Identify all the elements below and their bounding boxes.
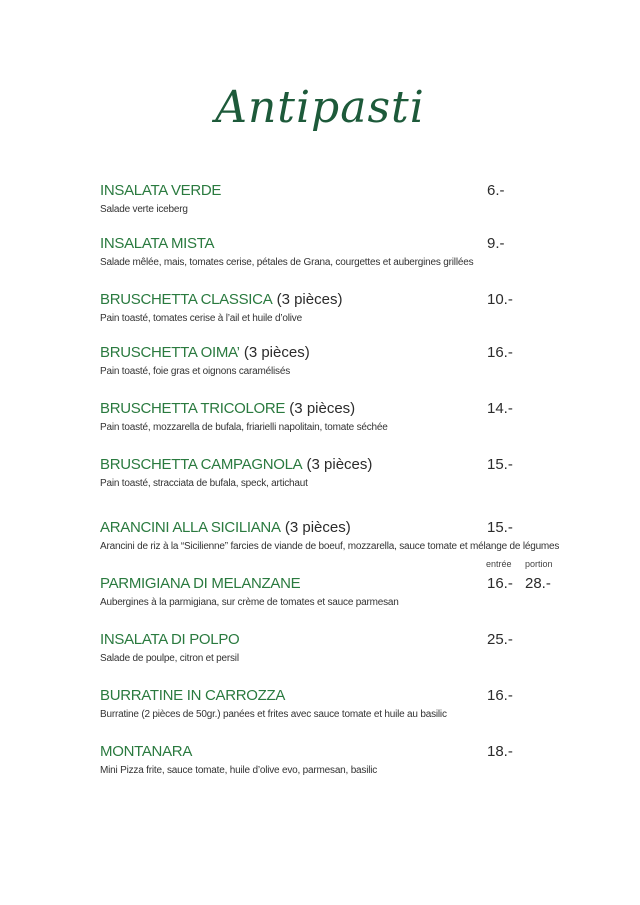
menu-item-description: Salade mêlée, mais, tomates cerise, pétales de Grana, courgettes et aubergines grillées bbox=[100, 257, 474, 268]
menu-item bbox=[100, 630, 570, 666]
menu-item-description: Arancini de riz à la “Sicilienne” farcies de viande de boeuf, mozzarella, sauce tomate et mélange de légumes bbox=[100, 541, 560, 552]
menu-item-description: Burratine (2 pièces de 50gr.) panées et frites avec sauce tomate et huile au basilic bbox=[100, 709, 447, 720]
menu-item-price: 16.- bbox=[487, 344, 513, 361]
menu-item bbox=[100, 455, 570, 491]
size-label-entree: entrée bbox=[486, 559, 512, 569]
menu-item-quantity: (3 pièces) bbox=[280, 519, 351, 536]
menu-item bbox=[100, 574, 570, 610]
menu-item-name: BRUSCHETTA CLASSICA bbox=[100, 291, 273, 308]
menu-item-quantity: (3 pièces) bbox=[285, 400, 356, 417]
menu-item bbox=[100, 518, 570, 554]
menu-item-name: BRUSCHETTA OIMA’ bbox=[100, 344, 240, 361]
menu-item-quantity: (3 pièces) bbox=[272, 291, 343, 308]
menu-item bbox=[100, 399, 570, 435]
menu-item bbox=[100, 290, 570, 326]
menu-item-price-entree: 16.- bbox=[487, 575, 513, 592]
menu-item-description: Aubergines à la parmigiana, sur crème de tomates et sauce parmesan bbox=[100, 597, 399, 608]
menu-item-name: INSALATA VERDE bbox=[100, 182, 222, 199]
menu-item-name: BRUSCHETTA TRICOLORE bbox=[100, 400, 286, 417]
menu-item-name: BURRATINE IN CARROZZA bbox=[100, 687, 286, 704]
size-label-portion: portion bbox=[525, 559, 553, 569]
menu-item-price: 10.- bbox=[487, 291, 513, 308]
menu-item-name: BRUSCHETTA CAMPAGNOLA bbox=[100, 456, 303, 473]
menu-item-price: 6.- bbox=[487, 182, 505, 199]
menu-item bbox=[100, 234, 570, 270]
menu-item-price: 16.- bbox=[487, 687, 513, 704]
menu-item-name: INSALATA MISTA bbox=[100, 235, 215, 252]
menu-item-quantity: (3 pièces) bbox=[302, 456, 373, 473]
menu-item-price: 15.- bbox=[487, 456, 513, 473]
menu-item-description: Pain toasté, stracciata de bufala, speck, artichaut bbox=[100, 478, 308, 489]
menu-item-description: Pain toasté, foie gras et oignons caramélisés bbox=[100, 366, 290, 377]
menu-item-name: INSALATA DI POLPO bbox=[100, 631, 240, 648]
menu-item-price: 9.- bbox=[487, 235, 505, 252]
menu-item-price-portion: 28.- bbox=[525, 575, 551, 592]
menu-item-description: Mini Pizza frite, sauce tomate, huile d’olive evo, parmesan, basilic bbox=[100, 765, 378, 776]
menu-title: Antipasti bbox=[215, 82, 425, 133]
menu-item-name: MONTANARA bbox=[100, 743, 193, 760]
menu-item-price: 25.- bbox=[487, 631, 513, 648]
menu-item-name: PARMIGIANA DI MELANZANE bbox=[100, 575, 301, 592]
menu-item bbox=[100, 181, 570, 217]
menu-item-price: 15.- bbox=[487, 519, 513, 536]
menu-item bbox=[100, 686, 570, 722]
menu-item-description: Pain toasté, mozzarella de bufala, friarielli napolitain, tomate séchée bbox=[100, 422, 388, 433]
menu-item bbox=[100, 742, 570, 778]
menu-item-description: Pain toasté, tomates cerise à l’ail et huile d’olive bbox=[100, 313, 302, 324]
menu-item-description: Salade de poulpe, citron et persil bbox=[100, 653, 239, 664]
menu-item-quantity: (3 pièces) bbox=[239, 344, 310, 361]
menu-item-description: Salade verte iceberg bbox=[100, 204, 188, 215]
menu-item bbox=[100, 343, 570, 379]
menu-item-name: ARANCINI ALLA SICILIANA bbox=[100, 519, 281, 536]
menu-item-price: 14.- bbox=[487, 400, 513, 417]
menu-item-price: 18.- bbox=[487, 743, 513, 760]
